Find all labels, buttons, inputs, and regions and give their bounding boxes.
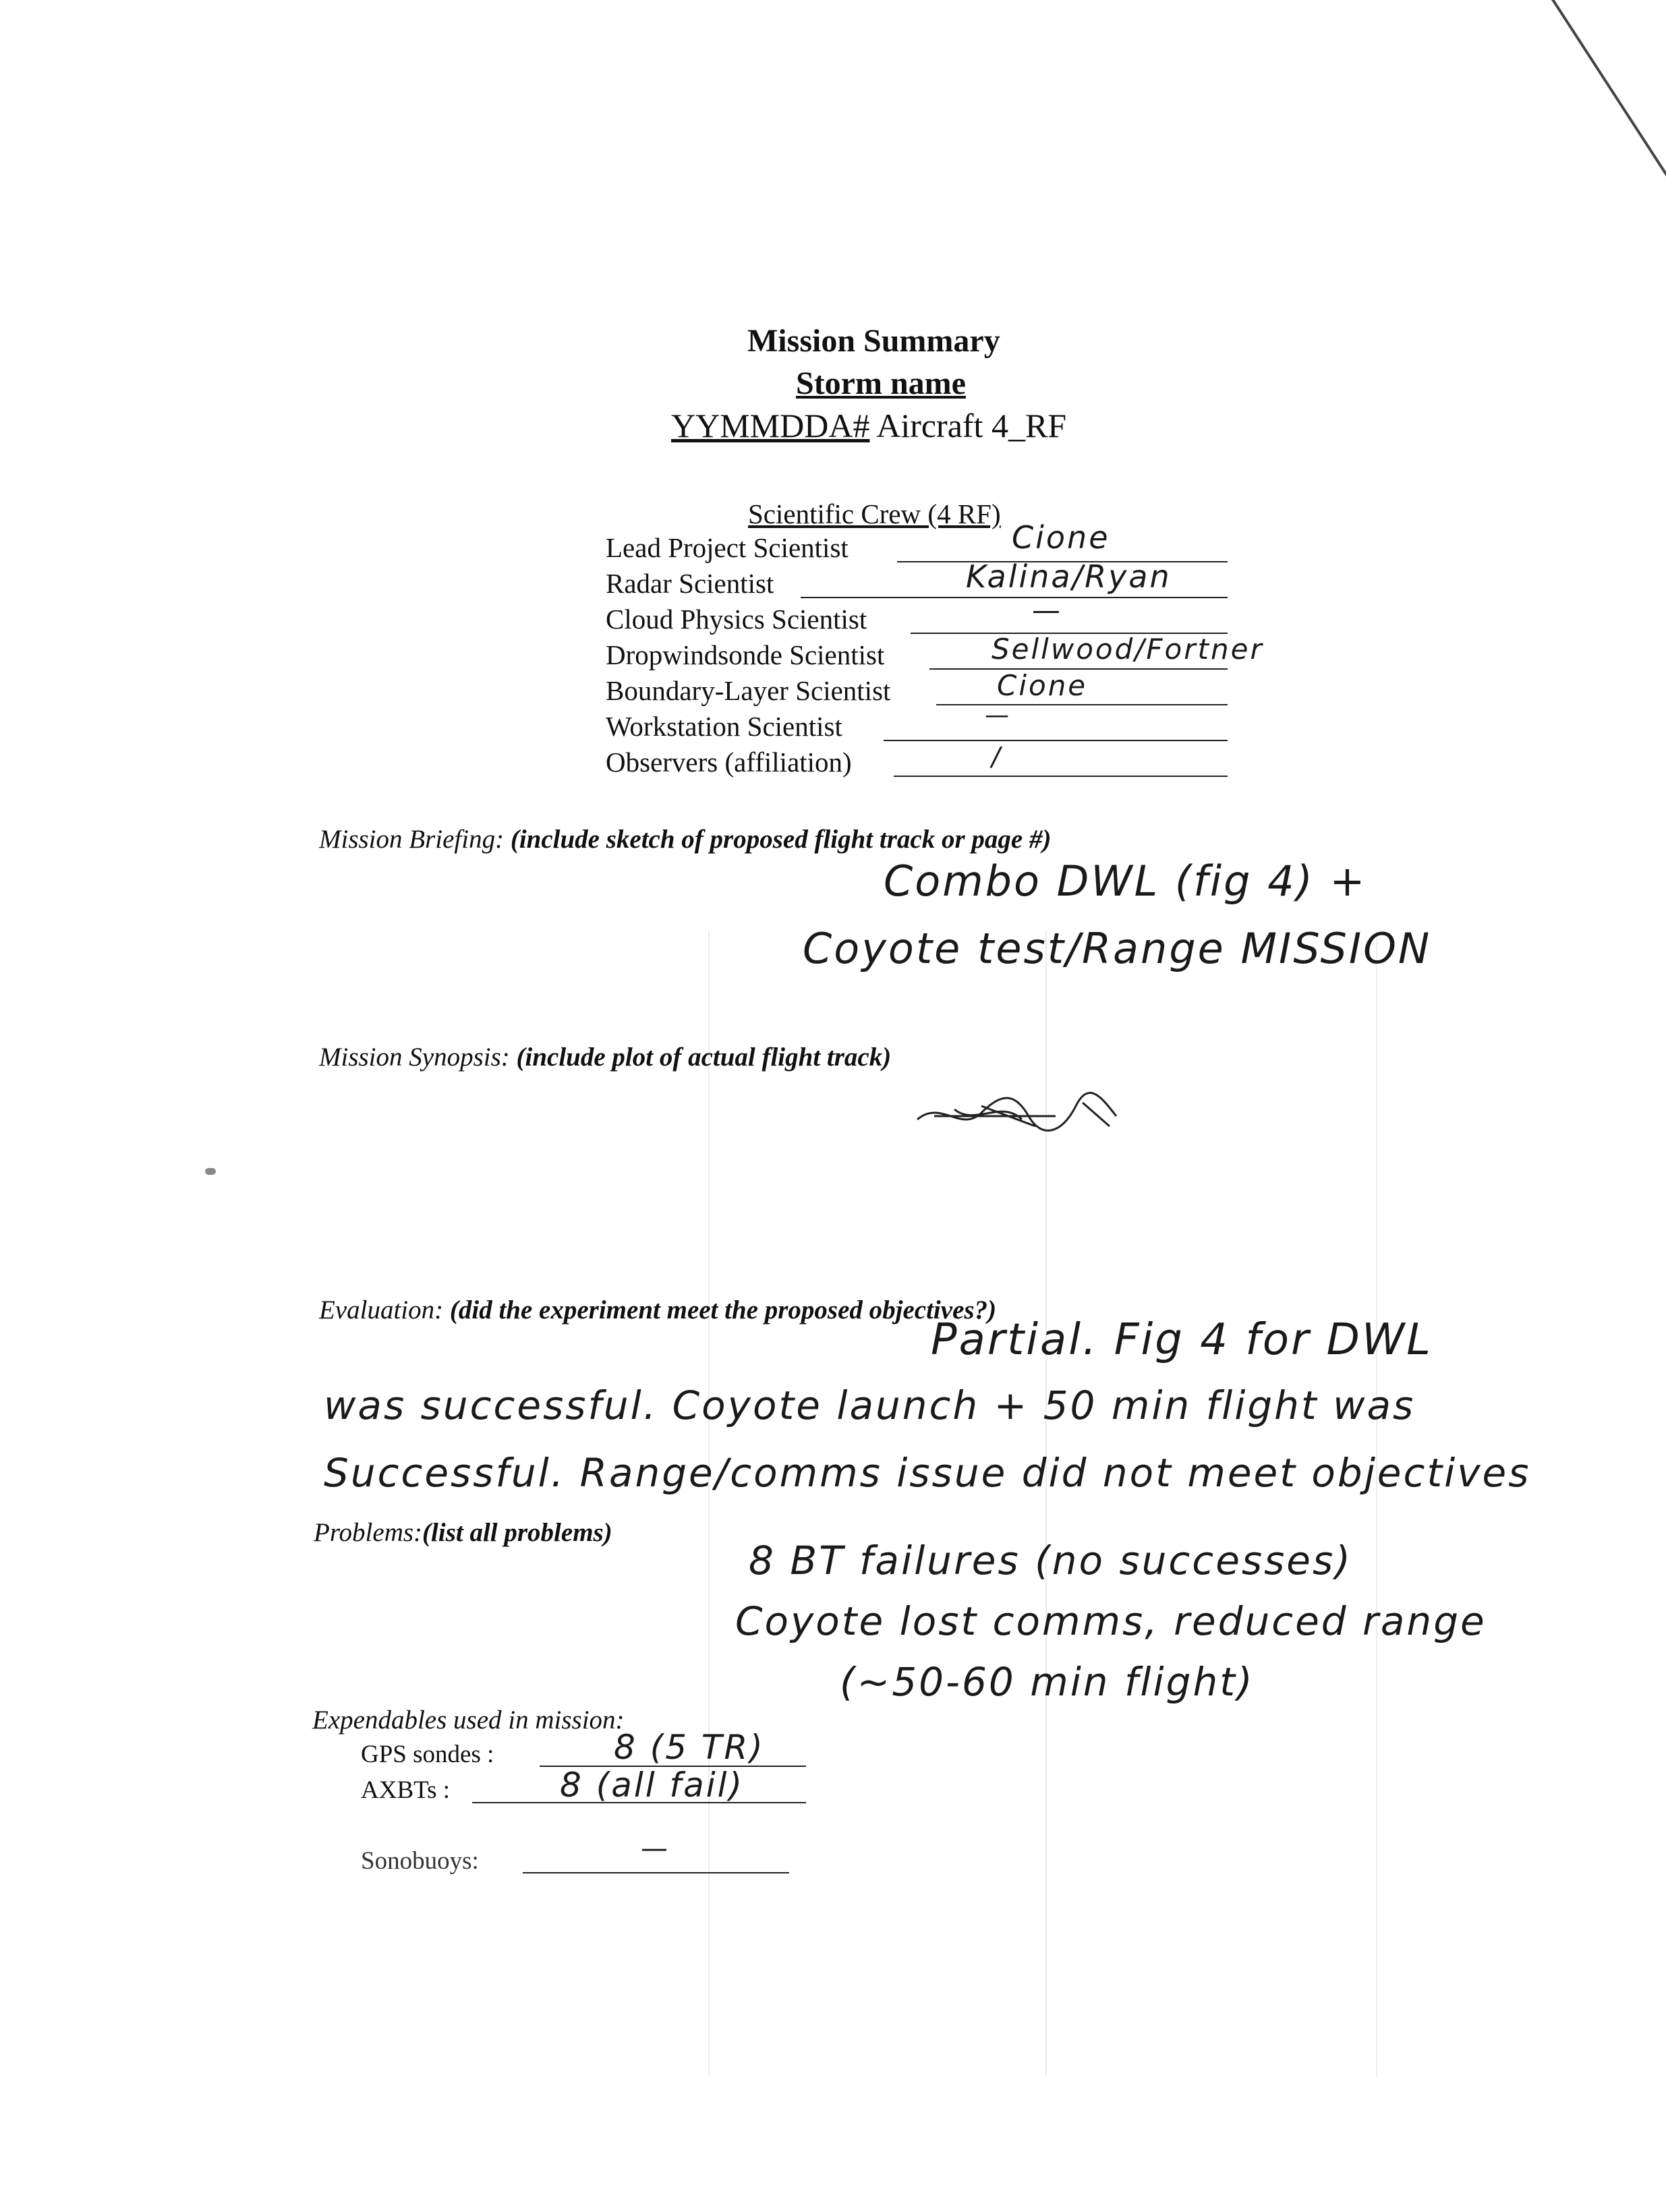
- problems-handwriting-line-1: 8 BT failures (no successes): [749, 1538, 1352, 1583]
- sonobuoys-label: Sonobuoys:: [361, 1847, 479, 1875]
- crew-label-cloud: Cloud Physics Scientist: [606, 604, 867, 635]
- crew-value-boundary: Cione: [997, 669, 1088, 702]
- crew-rule-workstation: [884, 740, 1228, 741]
- gps-sondes-label: GPS sondes :: [361, 1741, 494, 1768]
- problems-handwriting-line-2: Coyote lost comms, reduced range: [735, 1598, 1487, 1644]
- axbts-label: AXBTs :: [361, 1776, 451, 1804]
- crew-value-observers: /: [992, 742, 1002, 772]
- crew-value-radar: Kalina/Ryan: [966, 558, 1172, 595]
- crew-label-workstation: Workstation Scientist: [606, 711, 842, 742]
- evaluation-handwriting-line-1: Partial. Fig 4 for DWL: [931, 1315, 1433, 1365]
- storm-name: Storm name: [796, 366, 966, 401]
- sonobuoys-value: —: [641, 1833, 670, 1864]
- gps-sondes-value: 8 (5 TR): [614, 1728, 765, 1767]
- evaluation-section-label: [319, 1295, 996, 1325]
- crew-rule-observers: [894, 776, 1228, 777]
- problems-handwriting-line-3: (~50-60 min flight): [840, 1659, 1255, 1705]
- crew-value-lead: Cione: [1012, 519, 1110, 556]
- bleed-through-line: [708, 931, 710, 2077]
- evaluation-handwriting-line-2: was successful. Coyote launch + 50 min flight was: [324, 1382, 1416, 1428]
- crew-value-cloud: —: [1032, 593, 1062, 627]
- problems-label: Problems:: [314, 1518, 423, 1547]
- crew-rule-radar: [801, 597, 1228, 598]
- crew-value-workstation: —: [985, 701, 1011, 729]
- crew-heading: Scientific Crew (4 RF): [748, 498, 1001, 529]
- briefing-section-label: [319, 824, 1051, 854]
- briefing-handwriting-line-1: Combo DWL (fig 4) +: [884, 856, 1367, 906]
- problems-section-label: [314, 1517, 612, 1548]
- problems-hint: (list all problems): [422, 1518, 612, 1547]
- crew-label-radar: Radar Scientist: [606, 568, 774, 599]
- stray-mark: [205, 1168, 216, 1175]
- crew-label-lead: Lead Project Scientist: [606, 532, 849, 563]
- synopsis-label: Mission Synopsis:: [319, 1043, 510, 1072]
- mission-id-suffix: Aircraft 4_RF: [869, 407, 1067, 444]
- evaluation-hint: (did the experiment meet the proposed objectives?): [443, 1296, 997, 1325]
- sonobuoys-rule: [523, 1872, 789, 1873]
- mission-id: [671, 406, 1066, 445]
- mission-id-prefix: YYMMDDA#: [671, 407, 870, 444]
- synopsis-scribble: [914, 1079, 1130, 1140]
- briefing-hint: (include sketch of proposed flight track or page #): [504, 825, 1052, 854]
- scan-edge-line: [1551, 0, 1666, 215]
- expendables-heading: Expendables used in mission:: [312, 1706, 625, 1735]
- crew-label-observers: Observers (affiliation): [606, 747, 852, 778]
- briefing-handwriting-line-2: Coyote test/Range MISSION: [803, 924, 1432, 973]
- crew-value-dropsonde: Sellwood/Fortner: [992, 633, 1264, 666]
- evaluation-handwriting-line-3: Successful. Range/comms issue did not meet objectives: [324, 1450, 1531, 1496]
- briefing-label: Mission Briefing:: [319, 825, 505, 854]
- axbts-value: 8 (all fail): [560, 1766, 745, 1805]
- synopsis-hint: (include plot of actual flight track): [509, 1043, 892, 1072]
- evaluation-label: Evaluation:: [319, 1296, 444, 1325]
- page-title: Mission Summary: [747, 323, 1000, 359]
- crew-label-dropsonde: Dropwindsonde Scientist: [606, 639, 885, 670]
- bleed-through-line: [1376, 931, 1377, 2077]
- synopsis-section-label: [319, 1042, 891, 1072]
- crew-label-boundary: Boundary-Layer Scientist: [606, 675, 891, 706]
- crew-rule-boundary: [936, 704, 1228, 705]
